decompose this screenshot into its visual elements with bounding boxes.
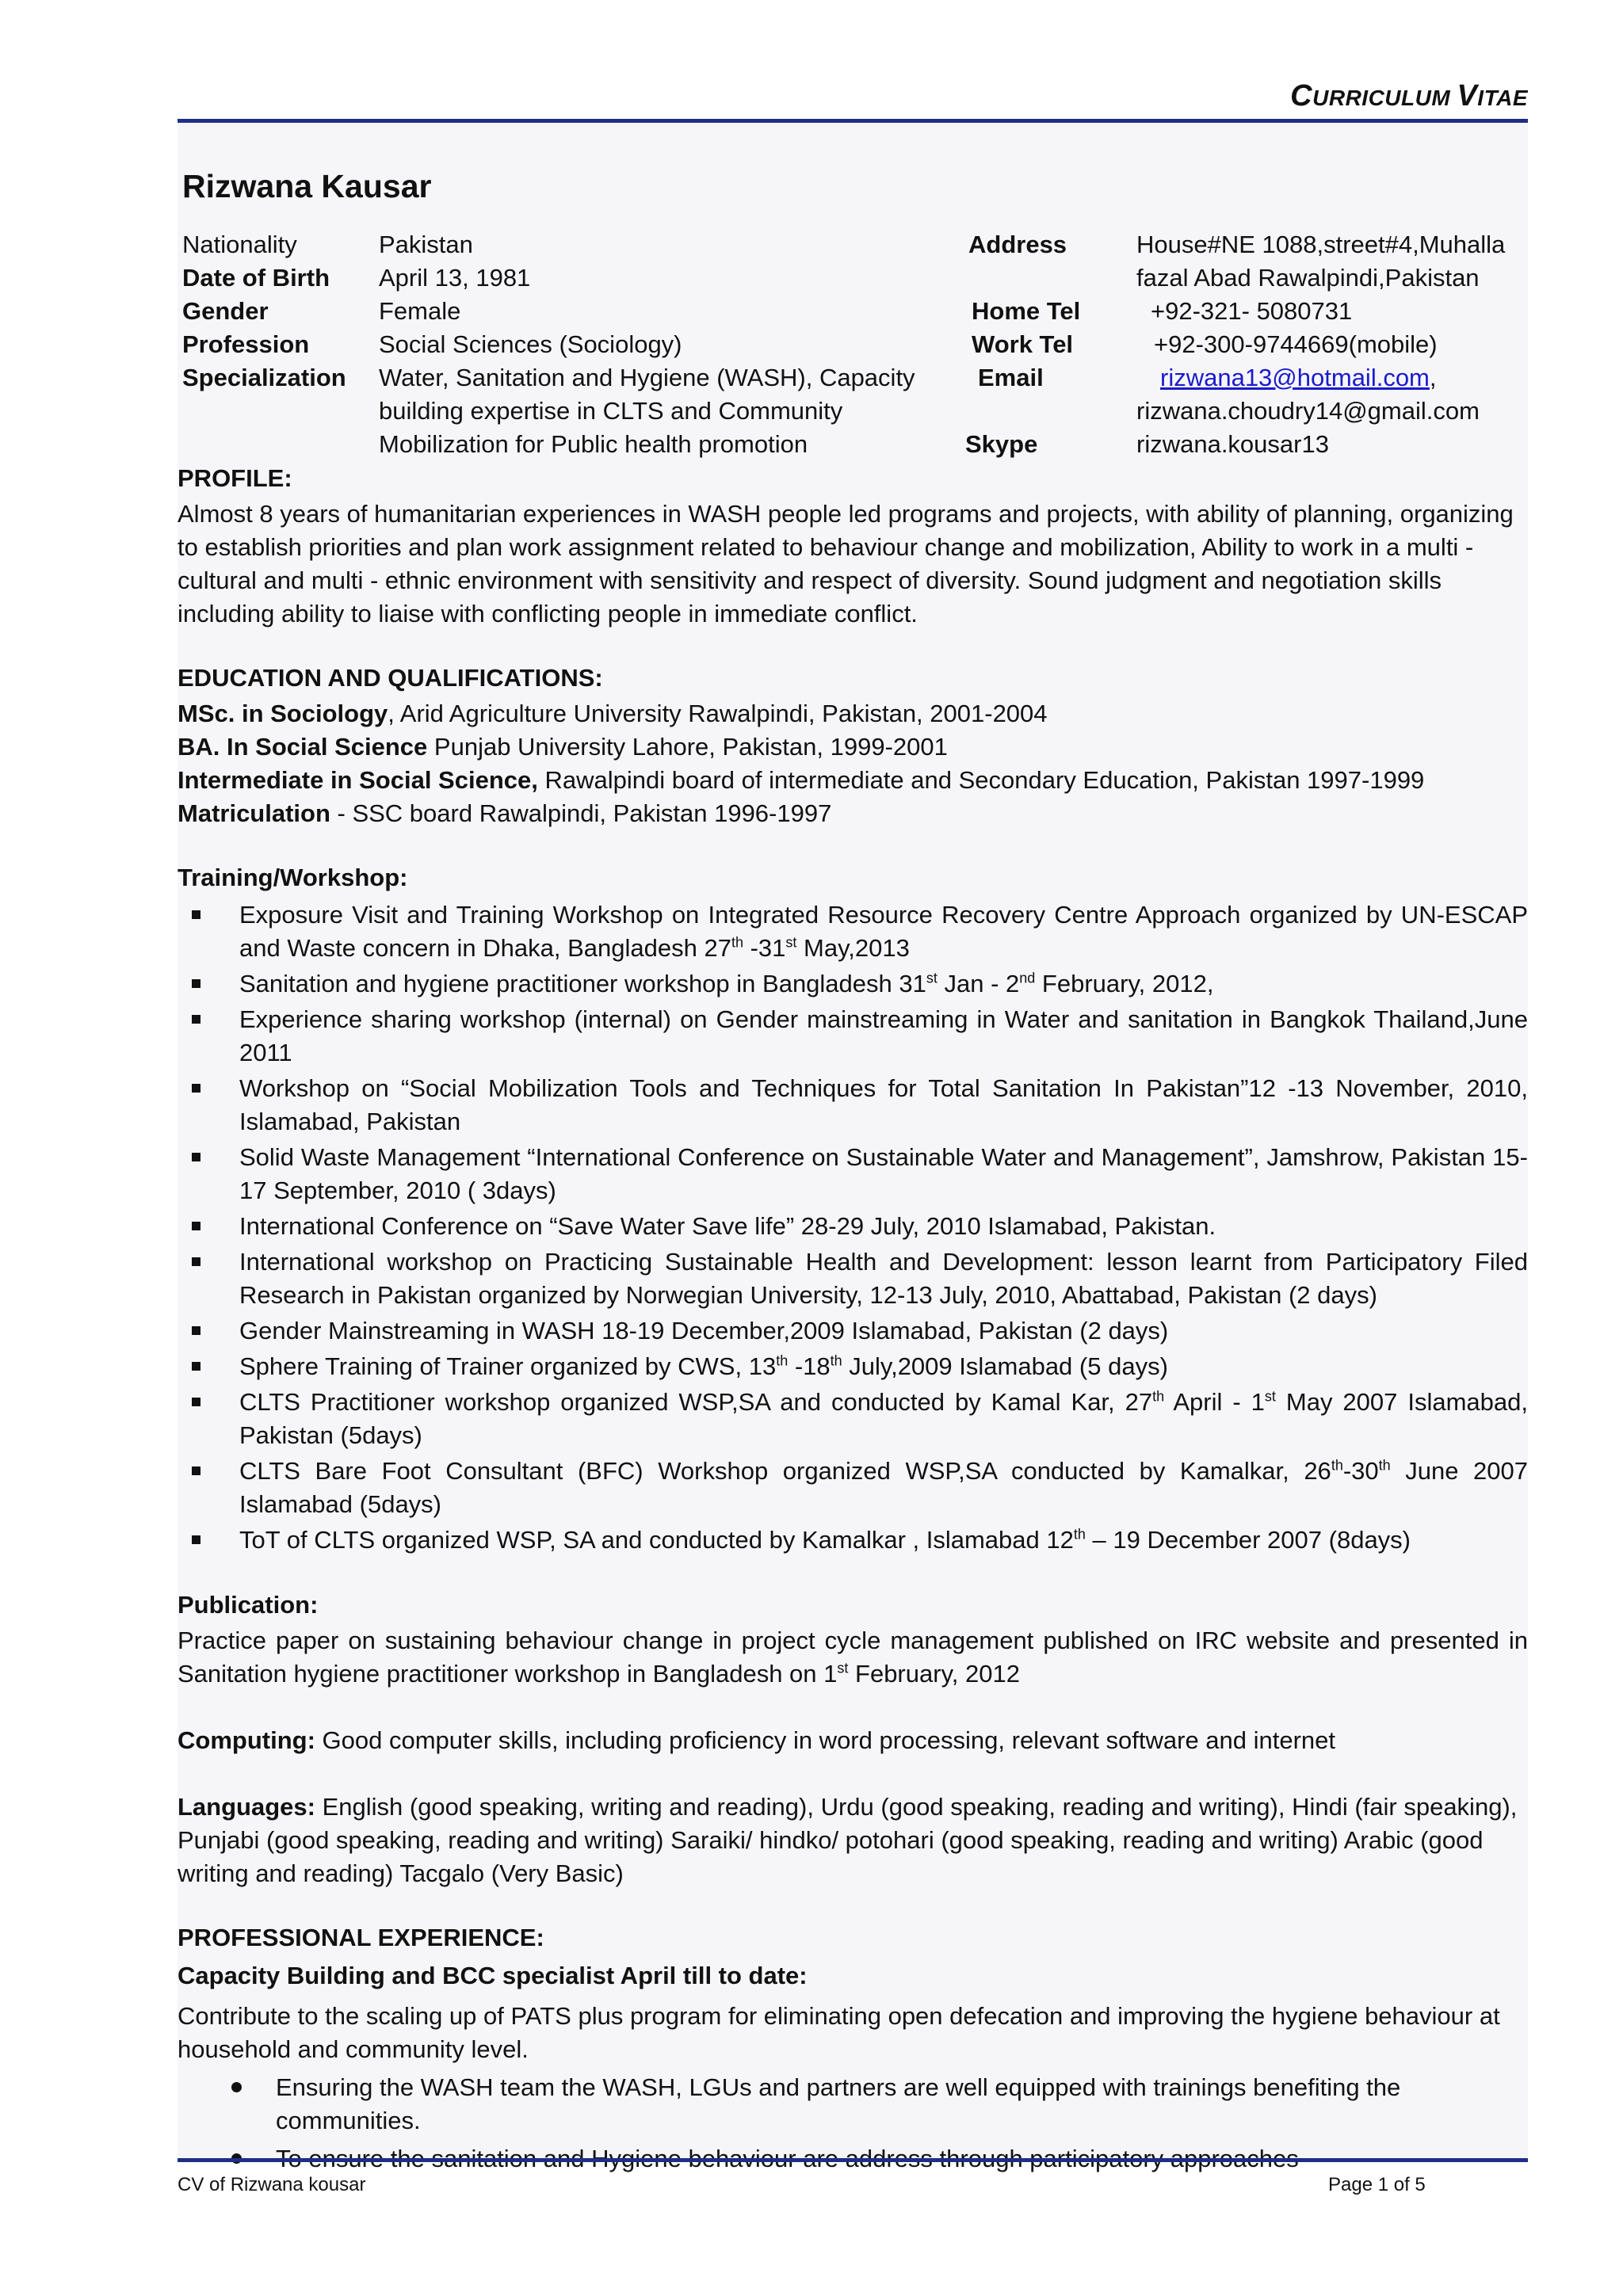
training-item-text: ToT of CLTS organized WSP, SA and conducted by Kamalkar , Islamabad 12th – 19 December 2007 (8days) <box>239 1526 1411 1554</box>
work-tel-value: +92-300-9744669(mobile) <box>1154 330 1438 358</box>
bullet-square-icon <box>192 1362 200 1371</box>
profile-heading: PROFILE: <box>178 464 292 492</box>
bullet-square-icon <box>192 910 200 919</box>
training-item <box>178 1524 1528 1557</box>
email-primary-row <box>1160 361 1437 395</box>
experience-duty-text: Ensuring the WASH team the WASH, LGUs and partners are well equipped with trainings benefiting the communities. <box>276 2073 1401 2134</box>
computing-text: Good computer skills, including proficiency in word processing, relevant software and internet <box>315 1726 1336 1754</box>
training-item <box>178 1350 1528 1383</box>
email-secondary: rizwana.choudry14@gmail.com <box>1136 397 1480 425</box>
education-item-4 <box>178 797 1528 830</box>
bullet-square-icon <box>192 1466 200 1475</box>
gender-value: Female <box>379 297 461 325</box>
bullet-square-icon <box>192 1222 200 1230</box>
training-item <box>178 898 1528 965</box>
education-item-1 <box>178 697 1528 730</box>
education-detail: Rawalpindi board of intermediate and Secondary Education, Pakistan 1997-1999 <box>537 766 1425 794</box>
experience-heading: PROFESSIONAL EXPERIENCE: <box>178 1924 544 1951</box>
training-item <box>178 1386 1528 1452</box>
computing-label: Computing: <box>178 1726 315 1754</box>
education-degree: Matriculation <box>178 799 330 827</box>
specialization-line-2: building expertise in CLTS and Community <box>379 397 843 425</box>
publication-text: Practice paper on sustaining behaviour change in project cycle management published on IRC website and presented in Sanitation hygiene practitioner workshop in Bangladesh on 1st February, 2012 <box>178 1627 1528 1688</box>
profile-text: Almost 8 years of humanitarian experiences in WASH people led programs and projects, with ability of planning, organizing to establish priorities and plan work assignment related to behaviour change and mobilization, Ability to work in a multi - cultural and multi - ethnic environment with sensitivity and respect of diversity. Sound judgment and negotiation skills including ability to liaise with conflicting people in immediate conflict. <box>178 500 1514 627</box>
email-primary-link[interactable]: rizwana13@hotmail.com <box>1160 364 1430 391</box>
bullet-square-icon <box>192 1398 200 1406</box>
experience-duty-item <box>178 2071 1528 2138</box>
training-item-text: Sphere Training of Trainer organized by CWS, 13th -18th July,2009 Islamabad (5 days) <box>239 1352 1168 1380</box>
education-heading: EDUCATION AND QUALIFICATIONS: <box>178 664 603 692</box>
bullet-dot-icon <box>231 2082 242 2092</box>
nationality-label: Nationality <box>182 231 297 258</box>
nationality-value: Pakistan <box>379 231 473 258</box>
training-item-text: International workshop on Practicing Sustainable Health and Development: lesson learnt from Participatory Filed Research in Pakistan organized by Norwegian University, 12-13 July, 2010, Abattabad, Pakistan (2 days) <box>239 1248 1528 1309</box>
profession-label: Profession <box>182 330 310 358</box>
training-item <box>178 967 1528 1001</box>
training-heading: Training/Workshop: <box>178 864 408 891</box>
training-item <box>178 1245 1528 1312</box>
bullet-square-icon <box>192 1535 200 1544</box>
education-detail: , Arid Agriculture University Rawalpindi, Pakistan, 2001-2004 <box>388 700 1048 727</box>
bullet-square-icon <box>192 1084 200 1093</box>
training-item <box>178 1141 1528 1207</box>
education-degree: Intermediate in Social Science, <box>178 766 538 794</box>
dob-label: Date of Birth <box>182 264 330 292</box>
email-separator: , <box>1429 364 1437 391</box>
computing-line <box>178 1724 1528 1757</box>
header-rule <box>178 119 1528 123</box>
education-detail: Punjab University Lahore, Pakistan, 1999-2001 <box>427 733 948 761</box>
publication-heading: Publication: <box>178 1591 319 1619</box>
bullet-square-icon <box>192 1153 200 1161</box>
experience-role: Capacity Building and BCC specialist April till to date: <box>178 1962 808 1989</box>
training-item <box>178 1455 1528 1521</box>
training-item-text: Workshop on “Social Mobilization Tools and Techniques for Total Sanitation In Pakistan”12 -13 November, 2010, Islamabad, Pakistan <box>239 1074 1528 1135</box>
training-item <box>178 1003 1528 1070</box>
gender-label: Gender <box>182 297 269 325</box>
address-line-2: fazal Abad Rawalpindi,Pakistan <box>1136 264 1480 292</box>
document-title: CURRICULUM VITAE <box>1290 79 1528 113</box>
home-tel-label: Home Tel <box>972 297 1081 325</box>
skype-value: rizwana.kousar13 <box>1136 430 1329 458</box>
training-item-text: Gender Mainstreaming in WASH 18-19 December,2009 Islamabad, Pakistan (2 days) <box>239 1317 1169 1344</box>
specialization-label: Specialization <box>182 364 346 391</box>
education-degree: MSc. in Sociology <box>178 700 388 727</box>
education-item-2 <box>178 730 1528 764</box>
address-line-1: House#NE 1088,street#4,Muhalla <box>1136 231 1506 258</box>
training-list <box>178 898 1528 1559</box>
bullet-square-icon <box>192 1257 200 1266</box>
education-item-3 <box>178 764 1528 797</box>
training-item-text: International Conference on “Save Water Save life” 28-29 July, 2010 Islamabad, Pakistan. <box>239 1212 1216 1240</box>
skype-label: Skype <box>965 430 1038 458</box>
page-header <box>178 79 1528 124</box>
languages-label: Languages: <box>178 1793 315 1821</box>
training-item-text: CLTS Practitioner workshop organized WSP,SA and conducted by Kamal Kar, 27th April - 1st May 2007 Islamabad, Pakistan (5days) <box>239 1388 1528 1449</box>
candidate-name: Rizwana Kausar <box>182 168 432 204</box>
footer-page-number: Page 1 of 5 <box>1328 2174 1426 2195</box>
languages-paragraph <box>178 1791 1528 1890</box>
footer-rule <box>178 2158 1528 2162</box>
specialization-line-1: Water, Sanitation and Hygiene (WASH), Capacity <box>379 364 915 391</box>
training-item <box>178 1072 1528 1138</box>
training-item <box>178 1210 1528 1243</box>
training-item-text: Exposure Visit and Training Workshop on Integrated Resource Recovery Centre Approach organized by UN-ESCAP and Waste concern in Dhaka, Bangladesh 27th -31st May,2013 <box>239 901 1528 962</box>
work-tel-label: Work Tel <box>972 330 1074 358</box>
training-item-text: CLTS Bare Foot Consultant (BFC) Workshop organized WSP,SA conducted by Kamalkar, 26th-30th June 2007 Islamabad (5days) <box>239 1457 1528 1518</box>
training-item-text: Solid Waste Management “International Conference on Sustainable Water and Management”, Jamshrow, Pakistan 15-17 September, 2010 ( 3days) <box>239 1143 1528 1204</box>
education-detail: - SSC board Rawalpindi, Pakistan 1996-1997 <box>330 799 832 827</box>
dob-value: April 13, 1981 <box>379 264 531 292</box>
experience-summary: Contribute to the scaling up of PATS plus program for eliminating open defecation and improving the hygiene behaviour at household and community level. <box>178 2002 1500 2063</box>
bullet-square-icon <box>192 979 200 988</box>
home-tel-value: +92-321- 5080731 <box>1151 297 1353 325</box>
profession-value: Social Sciences (Sociology) <box>379 330 682 358</box>
training-item-text: Sanitation and hygiene practitioner workshop in Bangladesh 31st Jan - 2nd February, 2012, <box>239 970 1214 997</box>
bullet-square-icon <box>192 1326 200 1335</box>
cv-body <box>178 124 1528 2158</box>
bullet-square-icon <box>192 1015 200 1024</box>
training-item-text: Experience sharing workshop (internal) on Gender mainstreaming in Water and sanitation in Bangkok Thailand,June 2011 <box>239 1005 1528 1066</box>
specialization-line-3: Mobilization for Public health promotion <box>379 430 808 458</box>
education-degree: BA. In Social Science <box>178 733 428 761</box>
footer-cv-owner: CV of Rizwana kousar <box>178 2174 366 2195</box>
address-label: Address <box>968 231 1067 258</box>
languages-text: English (good speaking, writing and reading), Urdu (good speaking, reading and writing), Hindi (fair speaking), Punjabi (good speaking, reading and writing) Saraiki/ hindko/ potohari (good speaking, reading and writing) Arabic (good writing and reading) Tacgalo (Very Basic) <box>178 1793 1518 1887</box>
training-item <box>178 1314 1528 1348</box>
email-label: Email <box>978 364 1044 391</box>
